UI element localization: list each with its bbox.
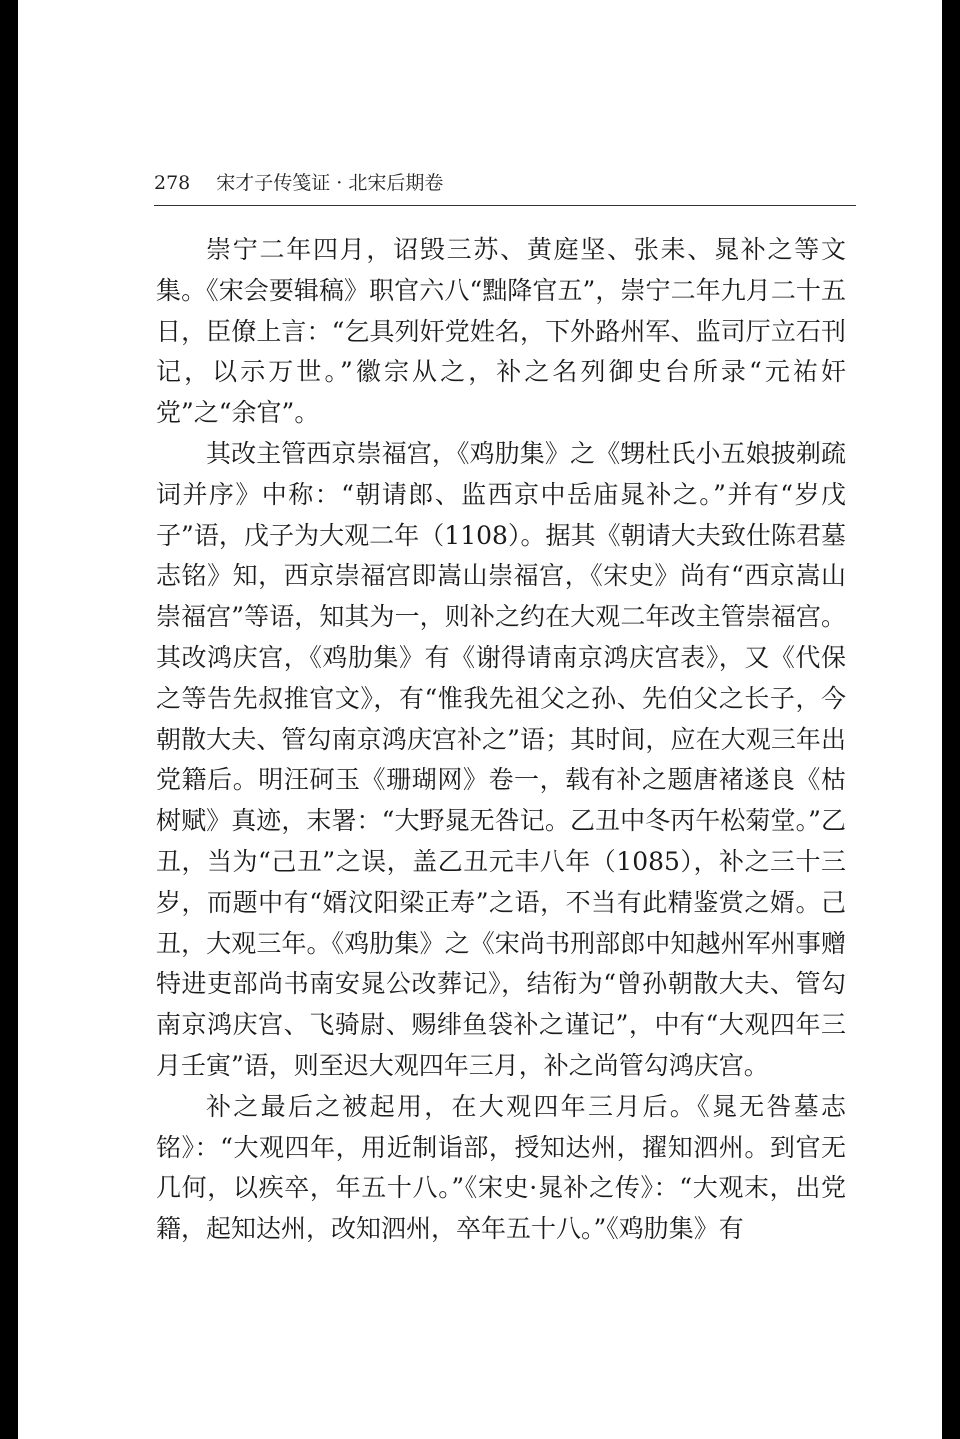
running-header [154,168,856,198]
paragraph-3: 补之最后之被起用，在大观四年三月后。《晁无咎墓志铭》：“大观四年，用近制诣部，授知达州，擢知泗州。到官无几何，以疾卒，年五十八。”《宋史·晁补之传》：“大观末，出党籍，起知达州，改知泗州，卒年五十八。”《鸡肋集》有 [156,1091,846,1244]
book-page [18,0,942,1439]
paragraph-1: 崇宁二年四月，诏毁三苏、黄庭坚、张耒、晁补之等文集。《宋会要辑稿》职官六八“黜降官五”，崇宁二年九月二十五日，臣僚上言：“乞具列奸党姓名，下外路州军、监司厅立石刊记，以示万世。”徽宗从之，补之名列御史台所录“元祐奸党”之“余官”。 [156,235,846,428]
book-title: 宋才子传笺证 · 北宋后期卷 [216,172,444,194]
paragraph-2: 其改主管西京崇福宫，《鸡肋集》之《甥杜氏小五娘披剃疏词并序》中称：“朝请郎、监西京中岳庙晁补之。”并有“岁戊子”语，戊子为大观二年（1108）。据其《朝请大夫致仕陈君墓志铭》知，西京崇福宫即嵩山崇福宫，《宋史》尚有“西京嵩山崇福宫”等语，知其为一，则补之约在大观二年改主管崇福宫。其改鸿庆宫，《鸡肋集》有《谢得请南京鸿庆宫表》，又《代保之等告先叔推官文》，有“惟我先祖父之孙、先伯父之长子，今朝散大夫、管勾南京鸿庆宫补之”语；其时间，应在大观三年出党籍后。明汪砢玉《珊瑚网》卷一，载有补之题唐褚遂良《枯树赋》真迹，末署：“大野晁无咎记。乙丑中冬丙午松菊堂。”乙丑，当为“己丑”之误，盖乙丑元丰八年（1085），补之三十三岁，而题中有“婿汶阳梁正寿”之语，不当有此精鉴赏之婿。己丑，大观三年。《鸡肋集》之《宋尚书刑部郎中知越州军州事赠特进吏部尚书南安晁公改葬记》，结衔为“曾孙朝散大夫、管勾南京鸿庆宫、飞骑尉、赐绯鱼袋补之谨记”，中有“大观四年三月壬寅”语，则至迟大观四年三月，补之尚管勾鸿庆宫。 [156,438,846,1080]
page-number: 278 [154,172,191,194]
body-text [156,230,846,1250]
header-rule [154,205,856,206]
